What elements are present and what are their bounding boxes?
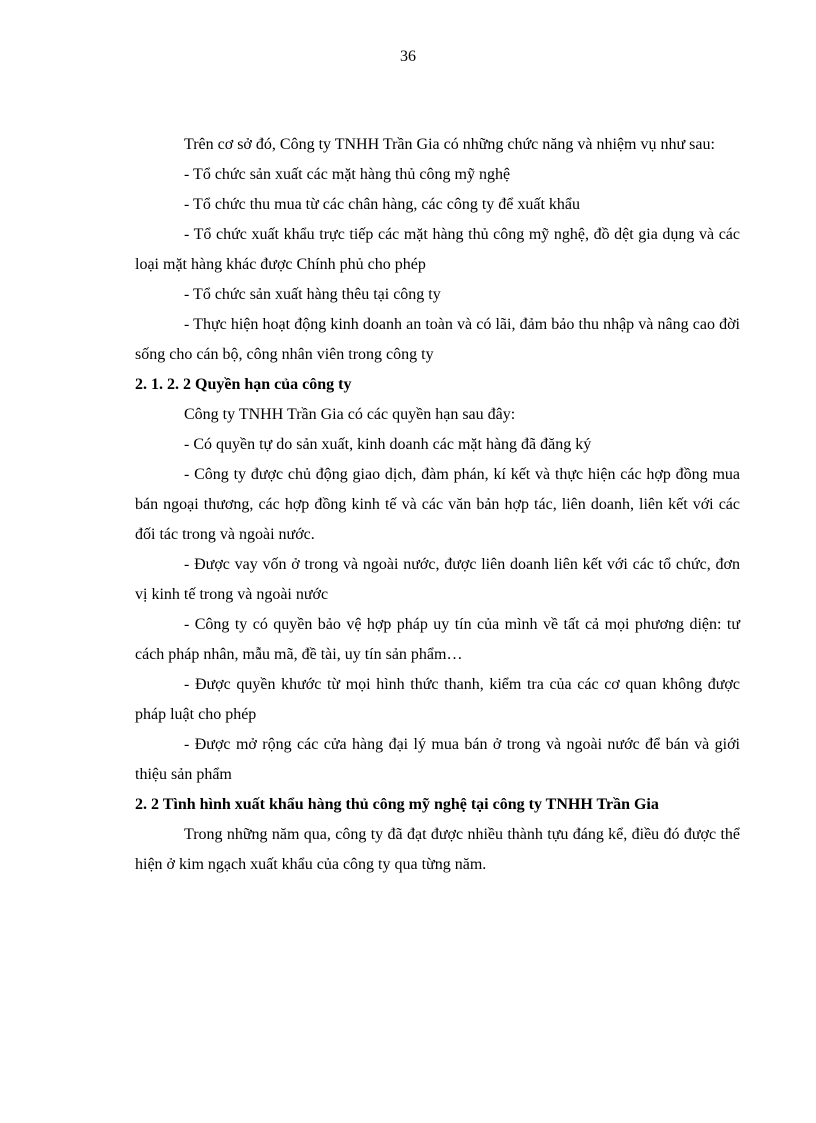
- rights-item-3: - Được vay vốn ở trong và ngoài nước, được liên doanh liên kết với các tổ chức, đơn vị kinh tế trong và ngoài nước: [135, 556, 740, 603]
- section-heading-export: 2. 2 Tình hình xuất khẩu hàng thủ công mỹ nghệ tại công ty TNHH Trần Gia: [135, 796, 659, 813]
- document-body: [135, 130, 740, 880]
- page-number: 36: [400, 48, 416, 65]
- rights-item-1: - Có quyền tự do sản xuất, kinh doanh các mặt hàng đã đăng ký: [184, 436, 592, 453]
- duty-item-4: - Tổ chức sản xuất hàng thêu tại công ty: [184, 286, 441, 303]
- intro-paragraph: Trên cơ sở đó, Công ty TNHH Trần Gia có những chức năng và nhiệm vụ như sau:: [184, 136, 715, 153]
- export-paragraph: Trong những năm qua, công ty đã đạt được nhiều thành tựu đáng kể, điều đó được thể hiện ở kim ngạch xuất khẩu của công ty qua từng năm.: [135, 826, 740, 873]
- duty-item-5: - Thực hiện hoạt động kinh doanh an toàn và có lãi, đảm bảo thu nhập và nâng cao đời sống cho cán bộ, công nhân viên trong công ty: [135, 316, 740, 363]
- duty-item-1: - Tổ chức sản xuất các mặt hàng thủ công mỹ nghệ: [184, 166, 511, 183]
- section-heading-rights: 2. 1. 2. 2 Quyền hạn của công ty: [135, 376, 352, 393]
- rights-item-5: - Được quyền khước từ mọi hình thức thanh, kiểm tra của các cơ quan không được pháp luật cho phép: [135, 676, 740, 723]
- rights-item-2: - Công ty được chủ động giao dịch, đàm phán, kí kết và thực hiện các hợp đồng mua bán ngoại thương, các hợp đồng kinh tế và các văn bản hợp tác, liên doanh, liên kết với các đối tác trong và ngoài nước.: [135, 466, 740, 543]
- rights-item-4: - Công ty có quyền bảo vệ hợp pháp uy tín của mình về tất cả mọi phương diện: tư cách pháp nhân, mẫu mã, đề tài, uy tín sản phẩm…: [135, 616, 740, 663]
- rights-intro: Công ty TNHH Trần Gia có các quyền hạn sau đây:: [184, 406, 516, 423]
- duty-item-3: - Tổ chức xuất khẩu trực tiếp các mặt hàng thủ công mỹ nghệ, đồ dệt gia dụng và các loại mặt hàng khác được Chính phủ cho phép: [135, 226, 740, 273]
- rights-item-6: - Được mở rộng các cửa hàng đại lý mua bán ở trong và ngoài nước để bán và giới thiệu sản phẩm: [135, 736, 740, 783]
- duty-item-2: - Tổ chức thu mua từ các chân hàng, các công ty để xuất khẩu: [184, 196, 581, 213]
